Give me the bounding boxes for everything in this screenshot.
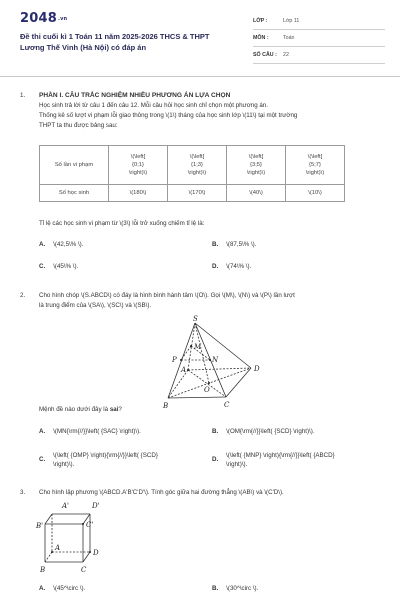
section-instruction: Học sinh trả lời từ câu 1 đến câu 12. Mỗi câu hỏi học sinh chỉ chọn một phương án.: [39, 102, 268, 109]
table-cell: \(\left[ {5;7} \right)\): [286, 146, 345, 185]
table-cell: \(40\): [227, 185, 286, 202]
point-a: [187, 369, 189, 371]
meta-subject: MÔN : Toán: [253, 30, 385, 47]
label-c1: C': [86, 521, 94, 529]
question-1-number: 1.: [20, 92, 26, 99]
cube-figure: [30, 498, 130, 578]
question-3-number: 3.: [20, 489, 26, 496]
meta-question-count: SỐ CÂU : 22: [253, 47, 385, 64]
label-d1: D': [92, 502, 100, 510]
edge-ab: [45, 552, 52, 562]
edge-ab: [168, 370, 188, 398]
violations-table: [39, 145, 345, 202]
table-cell: \(\left[ {1;3} \right)\): [168, 146, 227, 185]
pyramid-figure: [150, 315, 270, 415]
label-d: D: [93, 549, 99, 557]
point-a: [51, 551, 53, 553]
table-row-header: Số lần vi phạm: [40, 146, 109, 185]
question-2-option-c[interactable]: C. \(\left( {OMP} \right){\rm{//}}\left( {SCD} \right)\).: [39, 452, 158, 468]
label-b: B: [40, 566, 46, 574]
label-n: N: [212, 356, 219, 364]
question-2-number: 2.: [20, 292, 26, 299]
question-1-intro-line1: Thống kê số lượt vi phạm lỗi giao thông trong \(1\) tháng của học sinh lớp \(11\) tại một trường: [39, 112, 298, 119]
question-3-text: Cho hình lập phương \(ABCD.A'B'C'D'\). Tính góc giữa hai đường thẳng \(AB\) và \(C'D\).: [39, 489, 284, 496]
label-c: C: [224, 401, 230, 409]
point-p: [180, 359, 182, 361]
label-b1: B': [36, 522, 44, 530]
question-1-option-b[interactable]: B. \(87,5\% \).: [212, 241, 257, 248]
site-logo[interactable]: 2048.vn: [20, 11, 68, 26]
label-o: O: [204, 386, 210, 394]
exam-meta: [253, 13, 385, 64]
edge-cd: [83, 552, 90, 562]
meta-class: LỚP : Lớp 11: [253, 13, 385, 30]
page-header: [0, 0, 400, 72]
question-1-intro-line2: THPT ta thu được bảng sau:: [39, 122, 118, 129]
edge-sd: [195, 323, 251, 368]
table-row-header: Số học sinh: [40, 185, 109, 202]
point-m: [190, 345, 192, 347]
section-heading: PHẦN I. CÂU TRẮC NGHIỆM NHIỀU PHƯƠNG ÁN LỰA CHỌN: [39, 92, 231, 99]
point-d: [89, 551, 91, 553]
label-m: M: [194, 343, 202, 351]
label-a: A: [181, 366, 187, 374]
question-2-option-b[interactable]: B. \(OM{\rm{//}}\left( {SCD} \right)\).: [212, 428, 315, 435]
edge-b1a1: [45, 514, 52, 524]
question-3-option-a[interactable]: A. \(45^\circ \).: [39, 585, 86, 592]
point-o: [208, 382, 210, 384]
table-cell: \(\left[ {3;5} \right)\): [227, 146, 286, 185]
question-2-text-line1: Cho hình chóp \(S.ABCD\) có đáy là hình bình hành tâm \(O\). Gọi \(M\), \(N\) và \(P\) lần lượt: [39, 292, 295, 299]
question-2-prompt: Mệnh đề nào dưới đây là sai?: [39, 406, 122, 413]
table-cell: \(180\): [109, 185, 168, 202]
exam-title: Đề thi cuối kì 1 Toán 11 năm 2025-2026 THCS & THPT Lương Thế Vinh (Hà Nội) có đáp án: [20, 32, 210, 52]
question-1-prompt: Tỉ lệ các học sinh vi phạm từ \(3\) lỗi trở xuống chiếm tỉ lệ là:: [39, 220, 205, 227]
label-a: A: [55, 544, 61, 552]
label-c: C: [81, 566, 87, 574]
label-s: S: [193, 315, 198, 323]
edge-bc: [168, 397, 226, 398]
label-p: P: [172, 356, 177, 364]
label-a1: A': [62, 502, 69, 510]
question-2-option-d[interactable]: D. \(\left( {MNP} \right){\rm{//}}\left( {ABCD} \right)\).: [212, 452, 335, 468]
edge-ad: [188, 368, 251, 370]
table-cell: \(\left[ {0;1} \right)\): [109, 146, 168, 185]
question-2-text-line2: là trung điểm của \(SA\), \(SC\) và \(SB\).: [39, 302, 152, 309]
point-n: [209, 359, 211, 361]
point-c1: [82, 523, 84, 525]
label-b: B: [163, 402, 169, 410]
question-2-option-a[interactable]: A. \(MN{\rm{//}}\left( {SAC} \right)\).: [39, 428, 141, 435]
question-1-option-a[interactable]: A. \(42,5\% \).: [39, 241, 84, 248]
question-3-option-b[interactable]: B. \(30^\circ \).: [212, 585, 259, 592]
table-row: [40, 146, 345, 185]
table-cell: \(10\): [286, 185, 345, 202]
question-1-option-d[interactable]: D. \(74\% \).: [212, 263, 252, 270]
table-row: [40, 185, 345, 202]
header-divider: [0, 76, 400, 77]
segment-so: [195, 323, 209, 383]
question-1-option-c[interactable]: C. \(45\% \).: [39, 263, 79, 270]
label-d: D: [254, 365, 260, 373]
table-cell: \(170\): [168, 185, 227, 202]
